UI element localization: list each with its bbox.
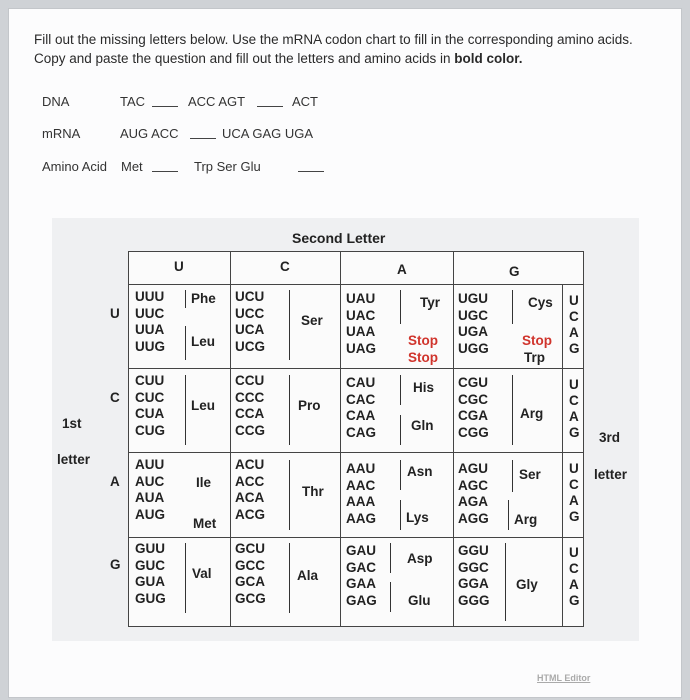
aa-met: Met (193, 516, 217, 531)
third-label: 3rd (599, 430, 621, 445)
aa-glu: Glu (408, 593, 431, 608)
amino-blank-1[interactable] (152, 159, 178, 172)
row-divider (128, 368, 584, 369)
brace (185, 326, 186, 360)
third-letter: A (569, 577, 579, 592)
instruction-bold-color: bold color. (454, 51, 523, 66)
third-letter: A (569, 409, 579, 424)
codon-cell: UUU UUC UUA UUG (135, 289, 165, 354)
brace (390, 543, 391, 573)
amino-seq-2: Trp Ser Glu (194, 159, 261, 174)
aa-phe: Phe (191, 291, 216, 306)
dna-blank-2[interactable] (257, 94, 283, 107)
column-divider (453, 251, 454, 627)
dna-blank-1[interactable] (152, 94, 178, 107)
third-letter: U (569, 293, 579, 308)
third-letter: U (569, 461, 579, 476)
codon-cell: UCU UCC UCA UCG (235, 289, 265, 354)
aa-lys: Lys (406, 510, 429, 525)
amino-blank-2[interactable] (298, 159, 324, 172)
dna-seq-1: TAC (120, 94, 146, 109)
third-letter: G (569, 341, 580, 356)
brace (505, 543, 506, 621)
aa-leu-1: Leu (191, 334, 216, 349)
instruction-line-2: Copy and paste the question and fill out the letters and amino acids in bold color. (34, 51, 523, 66)
aa-ile: Ile (196, 475, 212, 490)
aa-arg-2: Arg (514, 512, 538, 527)
aa-stop-2: Stop (408, 350, 438, 365)
third-letter: G (569, 593, 580, 608)
second-letter-title: Second Letter (292, 230, 386, 246)
aa-leu-2: Leu (191, 398, 216, 413)
codon-cell: GGU GGC GGA GGG (458, 543, 490, 608)
codon-cell: ACU ACC ACA ACG (235, 457, 265, 522)
row-divider (128, 537, 584, 538)
aa-ala: Ala (297, 568, 319, 583)
aa-tyr: Tyr (420, 295, 441, 310)
aa-stop-1: Stop (408, 333, 438, 348)
first-letter-u: U (110, 306, 120, 321)
mrna-seq-2: UCA GAG UGA (222, 126, 314, 141)
codon-cell: GCU GCC GCA GCG (235, 541, 266, 606)
first-letter-g: G (110, 557, 121, 572)
aa-cys: Cys (528, 295, 553, 310)
codon-cell: UAU UAC UAA UAG (346, 291, 376, 356)
aa-gly: Gly (516, 577, 538, 592)
second-letter-g: G (509, 264, 520, 279)
third-letter: C (569, 477, 579, 492)
codon-cell: AGU AGC AGA AGG (458, 461, 489, 526)
aa-gln: Gln (411, 418, 434, 433)
third-letter: C (569, 561, 579, 576)
third-letter: C (569, 393, 579, 408)
first-label: 1st (62, 416, 82, 431)
codon-cell: AUU AUC AUA AUG (135, 457, 165, 522)
aa-asn: Asn (407, 464, 433, 479)
aa-thr: Thr (302, 484, 324, 499)
third-letter: U (569, 377, 579, 392)
mrna-blank-1[interactable] (190, 126, 216, 139)
third-letter: A (569, 325, 579, 340)
row-divider (128, 452, 584, 453)
aa-val: Val (192, 566, 212, 581)
codon-cell: CCU CCC CCA CCG (235, 373, 265, 438)
brace (289, 375, 290, 445)
instructions (34, 30, 664, 68)
mrna-label: mRNA (42, 126, 81, 141)
instruction-line-1: Fill out the missing letters below. Use the mRNA codon chart to fill in the corresponding amino acids. (34, 32, 633, 47)
aa-stop-3: Stop (522, 333, 552, 348)
aa-ser-2: Ser (519, 467, 541, 482)
third-letter: C (569, 309, 579, 324)
codon-cell: CGU CGC CGA CGG (458, 375, 489, 440)
brace (400, 290, 401, 324)
brace (400, 375, 401, 405)
first-letter-c: C (110, 390, 120, 405)
aa-arg-1: Arg (520, 406, 544, 421)
html-editor-link[interactable]: HTML Editor (537, 673, 591, 683)
codon-cell: GAU GAC GAA GAG (346, 543, 377, 608)
brace (289, 290, 290, 360)
mrna-seq-1: AUG ACC (120, 126, 179, 141)
aa-his: His (413, 380, 435, 395)
dna-label: DNA (42, 94, 70, 109)
third-letter-divider (562, 284, 563, 627)
brace (400, 415, 401, 445)
third-letter: U (569, 545, 579, 560)
second-letter-c: C (280, 259, 290, 274)
aa-pro: Pro (298, 398, 321, 413)
brace (512, 290, 513, 324)
amino-seq-1: Met (121, 159, 143, 174)
codon-cell: UGU UGC UGA UGG (458, 291, 489, 356)
third-letter: G (569, 425, 580, 440)
aa-ser-1: Ser (301, 313, 323, 328)
codon-cell: CUU CUC CUA CUG (135, 373, 165, 438)
third-letter: A (569, 493, 579, 508)
dna-seq-3: ACT (292, 94, 318, 109)
first-letter-a: A (110, 474, 120, 489)
dna-seq-2: ACC AGT (188, 94, 246, 109)
brace (390, 582, 391, 612)
aa-trp: Trp (524, 350, 546, 365)
letter-label-left: letter (57, 452, 91, 467)
codon-cell: AAU AAC AAA AAG (346, 461, 376, 526)
letter-label-right: letter (594, 467, 628, 482)
aa-asp: Asp (407, 551, 433, 566)
brace (185, 375, 186, 445)
column-divider (340, 251, 341, 627)
brace (185, 290, 186, 308)
codon-cell: GUU GUC GUA GUG (135, 541, 166, 606)
brace (400, 460, 401, 490)
brace (512, 375, 513, 445)
header-divider (128, 284, 584, 285)
second-letter-u: U (174, 259, 184, 274)
brace (400, 500, 401, 530)
brace (289, 543, 290, 613)
brace (512, 460, 513, 492)
brace (508, 500, 509, 530)
amino-label: Amino Acid (42, 159, 108, 174)
brace (289, 460, 290, 530)
codon-cell: CAU CAC CAA CAG (346, 375, 376, 440)
third-letter: G (569, 509, 580, 524)
brace (185, 543, 186, 613)
second-letter-a: A (397, 262, 407, 277)
column-divider (230, 251, 231, 627)
